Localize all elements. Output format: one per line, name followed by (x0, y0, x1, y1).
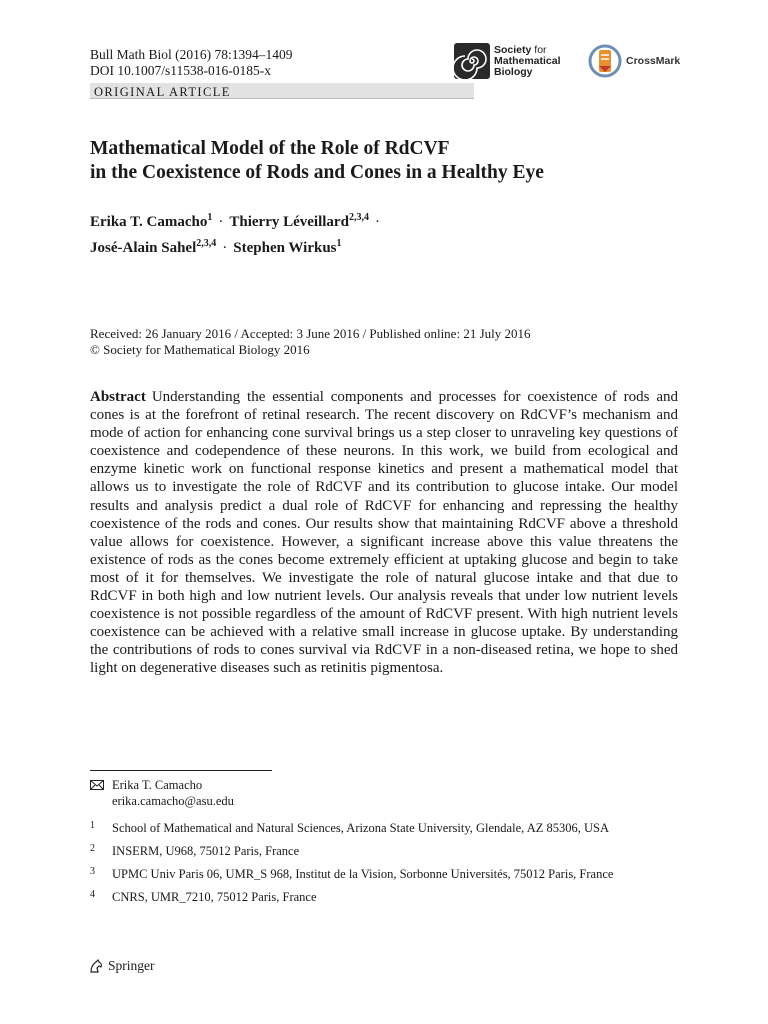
affiliation-text: CNRS, UMR_7210, 75012 Paris, France (112, 890, 317, 904)
correspondence-name: Erika T. Camacho (112, 778, 203, 792)
author-separator: · (374, 214, 380, 230)
title-line-1: Mathematical Model of the Role of RdCVF (90, 138, 450, 159)
affiliation-text: INSERM, U968, 75012 Paris, France (112, 844, 300, 858)
author-name: Erika T. Camacho (90, 214, 208, 230)
affiliation-item (90, 821, 650, 836)
affiliation-number: 2 (90, 843, 95, 854)
author-affiliation-marker: 1 (207, 212, 213, 223)
society-name-1b: for (534, 43, 547, 56)
title-line-2: in the Coexistence of Rods and Cones in a Healthy Eye (90, 162, 544, 183)
author-affiliation-marker: 2,3,4 (348, 212, 369, 223)
affiliations (90, 821, 650, 913)
abstract-label: Abstract (90, 389, 146, 405)
abstract-text: Understanding the essential components and processes for coexistence of rods and cones is at the forefront of retinal research. The recent discovery on RdCVF’s mechanism and mode of action for enhancing cone survival brings us a step closer to unraveling key questions of coexistence and codependence of these neurons. In this work, we build from ecological and enzyme kinetic work on functional response kinetics and present a mathematical model that allows us to investigate the role of RdCVF and its contribution to glucose intake. Our model results and analysis predict a dual role of RdCVF for enhancing and repressing the healthy coexistence of the rods and cones. Our results show that maintaining RdCVF above a threshold value allows for coexistence. However, a significant increase above this value threatens the existence of rods as the cones become extremely efficient at uptaking glucose and begin to take most of it for themselves. We investigate the role of natural glucose intake and that due to RdCVF in both high and low nutrient levels. Our analysis reveals that under low nutrient levels coexistence is not possible regardless of the amount of RdCVF present. With high nutrient levels coexistence can be achieved with a relative small increase in glucose uptake. By understanding the contributions of rods to cones survival via RdCVF in a non-diseased retina, we hope to shed light on degenerative diseases such as retinitis pigmentosa. (90, 389, 678, 677)
affiliation-number: 3 (90, 866, 95, 877)
society-name-2: Mathematical (494, 54, 561, 67)
springer-horse-icon (88, 958, 104, 974)
affiliation-item (90, 844, 650, 859)
author-affiliation-marker: 1 (336, 238, 342, 249)
journal-citation: Bull Math Biol (2016) 78:1394–1409 (90, 47, 293, 62)
society-logo[interactable] (454, 43, 561, 79)
society-spiral-icon (454, 43, 490, 79)
publisher-name: Springer (108, 958, 155, 973)
paper-title (90, 137, 690, 185)
abstract (90, 388, 678, 678)
publication-dates (90, 326, 531, 358)
affiliation-text: School of Mathematical and Natural Sciences, Arizona State University, Glendale, AZ 85306, USA (112, 821, 609, 835)
article-type: ORIGINAL ARTICLE (94, 85, 231, 99)
correspondence (90, 777, 234, 809)
affiliation-item (90, 867, 650, 882)
crossmark-icon (588, 44, 622, 78)
affiliation-item (90, 890, 650, 905)
author-separator: · (222, 240, 228, 256)
publisher-logo (88, 958, 155, 974)
copyright: © Society for Mathematical Biology 2016 (90, 342, 310, 357)
crossmark-badge[interactable] (588, 44, 680, 78)
society-name-1: Society (494, 43, 532, 56)
affiliation-number: 4 (90, 889, 95, 900)
affiliation-number: 1 (90, 820, 95, 831)
date-history: Received: 26 January 2016 / Accepted: 3 June 2016 / Published online: 21 July 2016 (90, 326, 531, 341)
society-name-3: Biology (494, 65, 533, 78)
journal-header (90, 47, 293, 79)
article-type-bar (90, 83, 474, 99)
footnote-rule (90, 770, 272, 771)
author-name: Stephen Wirkus (233, 240, 337, 256)
author-list (90, 207, 690, 259)
correspondence-email[interactable]: erika.camacho@asu.edu (112, 794, 234, 808)
author-affiliation-marker: 2,3,4 (196, 238, 217, 249)
author-separator: · (218, 214, 224, 230)
author-name: Thierry Léveillard (229, 214, 349, 230)
author-name: José-Alain Sahel (90, 240, 197, 256)
doi[interactable]: DOI 10.1007/s11538-016-0185-x (90, 63, 271, 78)
envelope-icon (90, 780, 104, 790)
crossmark-label: CrossMark (626, 55, 681, 67)
affiliation-text: UPMC Univ Paris 06, UMR_S 968, Institut de la Vision, Sorbonne Universités, 75012 Paris, France (112, 867, 614, 881)
